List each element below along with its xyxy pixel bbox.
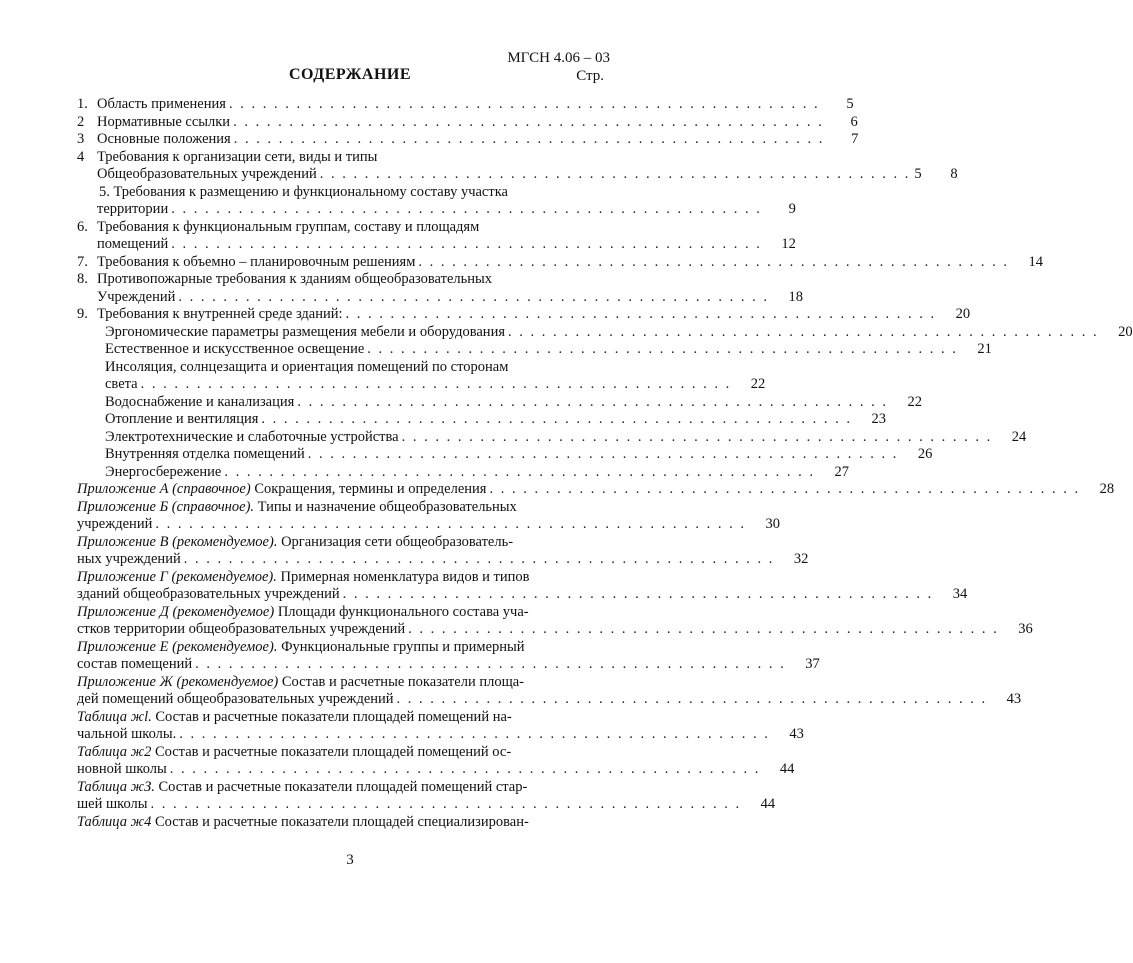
- entry-text: [97, 236, 168, 254]
- entry-label: Таблица жl.: [77, 708, 152, 725]
- appendix-entry: [77, 744, 603, 762]
- page-ref: 18: [788, 288, 803, 305]
- toc-entry: [77, 288, 803, 307]
- dot-leader: . . . . . . . . . . . . . . . . . . . . . . . . . . . . . . . . . . . . . . . . . . . . . . . . . . . . .: [418, 253, 1010, 270]
- page-ref: 24: [1011, 428, 1027, 445]
- entry-text: [77, 761, 167, 779]
- appendix-entry: [77, 534, 603, 552]
- appendix-entry: [77, 481, 1115, 499]
- entry-number: 4: [77, 148, 85, 165]
- dot-leader: . . . . . . . . . . . . . . . . . . . . . . . . . . . . . . . . . . . . . . . . . . . . . . . . . . . . .: [224, 463, 815, 480]
- dot-leader: . . . . . . . . . . . . . . . . . . . . . . . . . . . . . . . . . . . . . . . . . . . . . . . . . . . . .: [367, 341, 958, 357]
- dot-leader: . . . . . . . . . . . . . . . . . . . . . . . . . . . . . . . . . . . . . . . . . . . . . . . . . . . . .: [261, 411, 853, 427]
- toc-entry: [77, 219, 603, 237]
- entry-title: Эргономические параметры размещения мебели и оборудования: [105, 323, 505, 340]
- entry-title: Энергосбережение: [105, 463, 222, 480]
- entry-text: [97, 306, 343, 324]
- entry-label: Приложение Б (справочное).: [77, 498, 255, 515]
- entry-title: состав помещений: [77, 656, 193, 672]
- entry-number: 3: [77, 131, 85, 147]
- entry-title: помещений: [97, 236, 169, 252]
- toc-entry: [77, 359, 603, 377]
- entry-label: Приложение Ж (рекомендуемое): [77, 673, 279, 690]
- page-ref: 14: [1028, 253, 1044, 270]
- entry-text: [105, 464, 221, 482]
- entry-title: Требования к объемно – планировочным решениям: [97, 253, 416, 270]
- dot-leader: . . . . . . . . . . . . . . . . . . . . . . . . . . . . . . . . . . . . . . . . . . . . . . . . . . . . .: [183, 551, 775, 567]
- page-ref: 44: [779, 761, 795, 777]
- appendix-entry: [77, 796, 776, 814]
- entry-text: [77, 481, 486, 499]
- entry-title: учреждений: [77, 516, 153, 532]
- entry-label: Приложение В (рекомендуемое).: [77, 533, 278, 550]
- entry-title: света: [105, 376, 138, 392]
- toc-entry: [77, 149, 603, 167]
- page-ref: 43: [1006, 691, 1022, 707]
- toc-entry: [77, 201, 796, 219]
- entry-text: [97, 131, 231, 149]
- entry-text: [97, 96, 226, 114]
- entry-title: Противопожарные требования к зданиям общеобразовательных: [97, 271, 492, 287]
- entry-text: [97, 289, 175, 307]
- dot-leader: . . . . . . . . . . . . . . . . . . . . . . . . . . . . . . . . . . . . . . . . . . . . . . . . . . . . .: [297, 393, 888, 410]
- entry-text: [77, 796, 148, 814]
- appendix-entry: [77, 726, 804, 744]
- entry-title: Площади функционального состава уча-: [274, 603, 529, 620]
- dot-leader: . . . . . . . . . . . . . . . . . . . . . . . . . . . . . . . . . . . . . . . . . . . . . . . . . . . . .: [171, 201, 762, 217]
- entry-title: Учреждений: [97, 288, 176, 305]
- entry-text: [77, 726, 176, 744]
- dot-leader: . . . . . . . . . . . . . . . . . . . . . . . . . . . . . . . . . . . . . . . . . . . . . . . . . . . . .: [233, 131, 825, 147]
- page-ref: 22: [750, 376, 766, 392]
- toc-entry: [77, 341, 992, 359]
- entry-text: [77, 586, 340, 604]
- entry-number: 2: [77, 113, 85, 130]
- toc-entry: [77, 236, 796, 254]
- entry-title: дей помещений общеобразовательных учреждений: [77, 691, 394, 707]
- dot-leader: . . . . . . . . . . . . . . . . . . . . . . . . . . . . . . . . . . . . . . . . . . . . . . . . . . . . .: [171, 236, 762, 252]
- page-ref: 44: [760, 796, 776, 812]
- page-ref: 22: [907, 393, 922, 410]
- entry-text: [77, 656, 192, 674]
- entry-title: Типы и назначение общеобразовательных: [254, 498, 517, 515]
- entry-title: Инсоляция, солнцезащита и ориентация помещений по сторонам: [105, 358, 509, 375]
- appendix-entry: [77, 779, 603, 797]
- page-column-label: Стр.: [576, 68, 604, 84]
- toc-entry: [77, 446, 933, 464]
- entry-text: [97, 201, 168, 219]
- entry-text: [105, 359, 508, 377]
- page-ref: 30: [765, 516, 780, 532]
- page-ref: 20: [1118, 323, 1133, 340]
- entry-title: Естественное и искусственное освещение: [105, 341, 365, 357]
- appendix-entry: [77, 569, 603, 587]
- toc-entry: [77, 306, 971, 324]
- page-ref: 21: [977, 341, 992, 357]
- entry-text: [105, 446, 305, 464]
- dot-leader: . . . . . . . . . . . . . . . . . . . . . . . . . . . . . . . . . . . . . . . . . . . . . . . . . . . . .: [345, 306, 937, 322]
- page-ref: 8: [950, 166, 958, 182]
- entry-text: [105, 341, 364, 359]
- page-ref: 5: [846, 96, 854, 112]
- entry-text: [105, 394, 294, 412]
- entry-number: 6.: [77, 218, 88, 235]
- entry-title: Состав и расчетные показатели площадей помещений на-: [151, 708, 512, 725]
- entry-label: Приложение А (справочное): [77, 481, 251, 497]
- dot-leader: . . . . . . . . . . . . . . . . . . . . . . . . . . . . . . . . . . . . . . . . . . . . . . . . . . . . .: [508, 323, 1099, 340]
- dot-leader: . . . . . . . . . . . . . . . . . . . . . . . . . . . . . . . . . . . . . . . . . . . . . . . . . . . . .: [178, 288, 769, 305]
- dot-leader: . . . . . . . . . . . . . . . . . . . . . . . . . . . . . . . . . . . . . . . . . . . . . . . . . . . . .: [342, 586, 934, 602]
- entry-text: [77, 604, 529, 622]
- page-ref: 9: [788, 201, 796, 217]
- toc-entry: [77, 376, 766, 394]
- page-ref: 7: [851, 131, 859, 147]
- entry-title: Основные положения: [97, 131, 231, 147]
- page-ref: 43: [789, 726, 804, 742]
- entry-text: [77, 674, 524, 692]
- entry-text: [77, 691, 394, 709]
- dot-leader: . . . . . . . . . . . . . . . . . . . . . . . . . . . . . . . . . . . . . . . . . . . . . . . . . . . . .: [401, 428, 993, 445]
- entry-title: Область применения: [97, 96, 226, 112]
- entry-title: чальной школы.: [77, 726, 177, 742]
- toc-entry: [77, 463, 849, 482]
- entry-text: [77, 534, 513, 552]
- page-ref: 34: [952, 586, 968, 602]
- entry-text: [77, 551, 181, 569]
- inline-page: 5: [914, 166, 922, 182]
- entry-label: Таблица жЗ.: [77, 778, 155, 795]
- entry-text: [105, 376, 138, 394]
- entry-title: Состав и расчетные показатели площадей специализирован-: [151, 813, 529, 830]
- dot-leader: . . . . . . . . . . . . . . . . . . . . . . . . . . . . . . . . . . . . . . . . . . . . . . . . . . . . .: [195, 656, 786, 672]
- entry-title: Общеобразовательных учреждений: [97, 166, 317, 182]
- entry-label: Приложение Д (рекомендуемое): [77, 603, 275, 620]
- page-number: 3: [346, 852, 354, 868]
- toc-entry: [77, 428, 1027, 447]
- entry-title: Состав и расчетные показатели площадей помещений ос-: [151, 743, 512, 760]
- entry-text: [99, 184, 508, 202]
- entry-title: Нормативные ссылки: [97, 113, 231, 130]
- entry-title: Отопление и вентиляция: [105, 411, 259, 427]
- entry-number: 1.: [77, 96, 88, 112]
- page-ref: 32: [793, 551, 809, 567]
- entry-text: [105, 429, 399, 447]
- entry-number: 7.: [77, 253, 88, 270]
- entry-text: [105, 411, 258, 429]
- entry-title: зданий общеобразовательных учреждений: [77, 586, 340, 602]
- dot-leader: . . . . . . . . . . . . . . . . . . . . . . . . . . . . . . . . . . . . . . . . . . . . . . . . . . . . .: [233, 113, 824, 130]
- toc-entry: [77, 184, 603, 202]
- dot-leader: . . . . . . . . . . . . . . . . . . . . . . . . . . . . . . . . . . . . . . . . . . . . . . . . . . . . .: [169, 761, 761, 777]
- entry-text: [97, 219, 479, 237]
- page-ref: 36: [1018, 621, 1033, 637]
- dot-leader: . . . . . . . . . . . . . . . . . . . . . . . . . . . . . . . . . . . . . . . . . . . . . . . . . . . . .: [396, 691, 988, 707]
- toc-entry: [77, 253, 1044, 272]
- entry-text: [77, 569, 530, 587]
- entry-number: 8.: [77, 271, 88, 287]
- entry-text: [77, 639, 525, 657]
- appendix-entry: [77, 814, 603, 832]
- entry-title: новной школы: [77, 761, 167, 777]
- entry-title: Требования к организации сети, виды и типы: [97, 148, 378, 165]
- dot-leader: . . . . . . . . . . . . . . . . . . . . . . . . . . . . . . . . . . . . . . . . . . . . . . . . . . . . .: [489, 481, 1081, 497]
- appendix-entry: [77, 604, 603, 622]
- entry-title: территории: [97, 201, 169, 217]
- appendix-entry: [77, 674, 603, 692]
- entry-text: [97, 254, 415, 272]
- entry-label: Таблица ж4: [77, 813, 152, 830]
- entry-label: Таблица ж2: [77, 743, 152, 760]
- table-of-contents: [77, 96, 1133, 831]
- toc-entry: [77, 113, 858, 132]
- entry-text: [97, 114, 230, 132]
- page-ref: 6: [850, 113, 858, 130]
- toc-entry: [77, 271, 603, 289]
- entry-title: ных учреждений: [77, 551, 181, 567]
- toc-entry: [77, 393, 922, 412]
- page-ref: 26: [917, 446, 933, 462]
- appendix-entry: [77, 691, 1022, 709]
- entry-title: Требования к внутренней среде зданий:: [97, 306, 343, 322]
- entry-title: Состав и расчетные показатели площа-: [278, 673, 525, 690]
- page-ref: 23: [871, 411, 887, 427]
- entry-text: [97, 166, 317, 184]
- page-ref: 27: [834, 463, 849, 480]
- entry-title: Электротехнические и слаботочные устройства: [105, 428, 399, 445]
- entry-text: [77, 499, 517, 517]
- page-ref: 20: [955, 306, 971, 322]
- toc-entry: [77, 96, 854, 114]
- dot-leader: . . . . . . . . . . . . . . . . . . . . . . . . . . . . . . . . . . . . . . . . . . . . . . . . . . . . .: [140, 376, 732, 392]
- entry-title: шей школы: [77, 796, 148, 812]
- dot-leader: . . . . . . . . . . . . . . . . . . . . . . . . . . . . . . . . . . . . . . . . . . . . . . . . . . . . .: [408, 621, 999, 637]
- toc-entry: [77, 131, 859, 149]
- entry-text: [77, 709, 512, 727]
- entry-title: 5. Требования к размещению и функциональному составу участка: [99, 183, 508, 200]
- entry-title: Примерная номенклатура видов и типов: [276, 568, 530, 585]
- document-code: МГСН 4.06 – 03: [507, 50, 610, 66]
- entry-text: [77, 516, 152, 534]
- appendix-entry: [77, 516, 780, 534]
- entry-text: [77, 621, 405, 639]
- toc-entry: [77, 323, 1133, 342]
- entry-text: [97, 271, 492, 289]
- appendix-entry: [77, 709, 603, 727]
- entry-label: Приложение Г (рекомендуемое).: [77, 568, 277, 585]
- dot-leader: . . . . . . . . . . . . . . . . . . . . . . . . . . . . . . . . . . . . . . . . . . . . . . . . . . . . .: [150, 796, 742, 812]
- appendix-entry: [77, 499, 603, 517]
- entry-text: [77, 814, 529, 832]
- entry-text: [105, 324, 505, 342]
- entry-title: Сокращения, термины и определения: [250, 481, 487, 497]
- appendix-entry: [77, 551, 809, 569]
- entry-text: [77, 744, 511, 762]
- dot-leader: . . . . . . . . . . . . . . . . . . . . . . . . . . . . . . . . . . . . . . . . . . . . . . . . . . . . .: [155, 516, 746, 532]
- entry-number: 9.: [77, 306, 88, 322]
- entry-text: [97, 149, 377, 167]
- dot-leader: . . . . . . . . . . . . . . . . . . . . . . . . . . . . . . . . . . . . . . . . . . . . . . . . . . . . .: [179, 726, 770, 742]
- entry-title: Организация сети общеобразователь-: [277, 533, 514, 550]
- entry-text: [77, 779, 527, 797]
- entry-title: Водоснабжение и канализация: [105, 393, 295, 410]
- appendix-entry: [77, 586, 968, 604]
- page-ref: 28: [1099, 481, 1115, 497]
- entry-title: Внутренняя отделка помещений: [105, 446, 305, 462]
- appendix-entry: [77, 656, 820, 674]
- toc-entry: [77, 166, 958, 184]
- toc-entry: [77, 411, 887, 429]
- dot-leader: . . . . . . . . . . . . . . . . . . . . . . . . . . . . . . . . . . . . . . . . . . . . . . . . . . . . .: [228, 96, 820, 112]
- entry-title: Состав и расчетные показатели площадей помещений стар-: [154, 778, 528, 795]
- appendix-entry: [77, 639, 603, 657]
- dot-leader: . . . . . . . . . . . . . . . . . . . . . . . . . . . . . . . . . . . . . . . . . . . . . . . . . . . . .: [307, 446, 899, 462]
- entry-title: Требования к функциональным группам, составу и площадям: [97, 218, 480, 235]
- entry-title: Функциональные группы и примерный: [277, 638, 525, 655]
- appendix-entry: [77, 621, 1033, 639]
- dot-leader: . . . . . . . . . . . . . . . . . . . . . . . . . . . . . . . . . . . . . . . . . . . . . . . . . . . . .: [319, 166, 911, 182]
- entry-label: Приложение Е (рекомендуемое).: [77, 638, 278, 655]
- appendix-entry: [77, 761, 795, 779]
- page-ref: 12: [781, 236, 796, 252]
- entry-title: стков территории общеобразовательных учреждений: [77, 621, 406, 637]
- page-title: СОДЕРЖАНИЕ: [288, 66, 412, 83]
- page-ref: 37: [805, 656, 820, 672]
